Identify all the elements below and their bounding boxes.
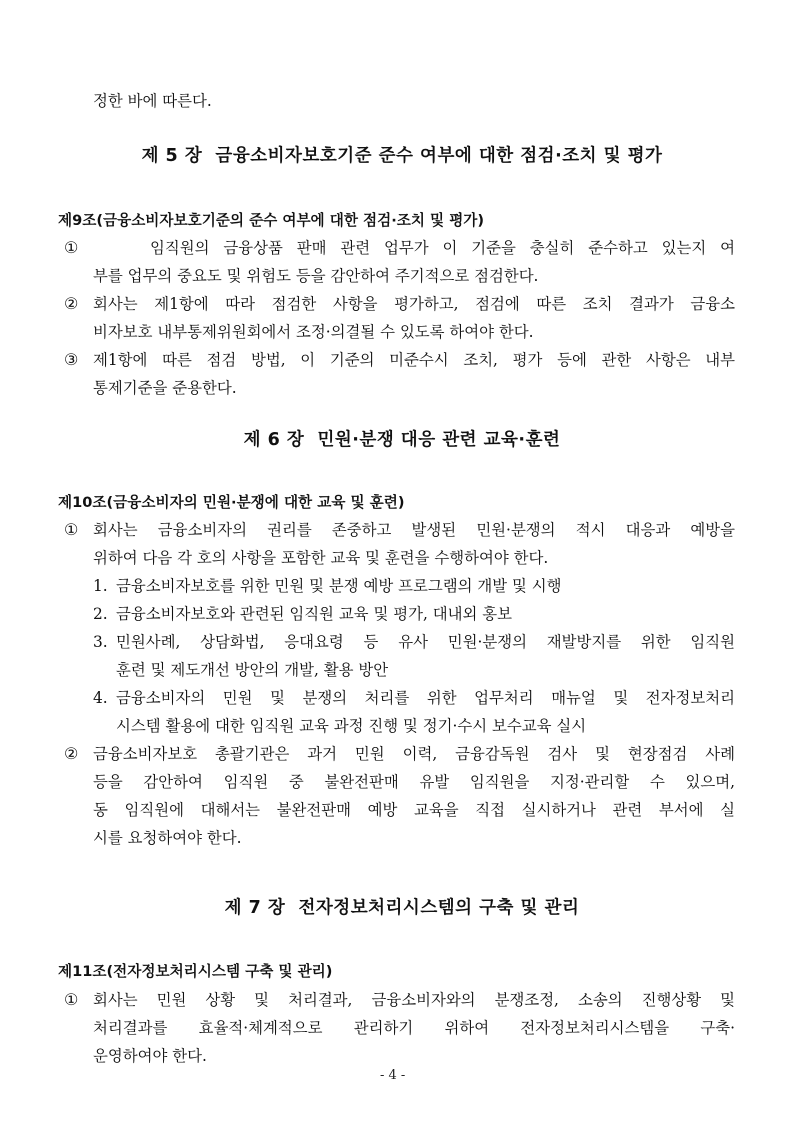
chapter-7-title: 제 7 장 전자정보처리시스템의 구축 및 관리 [224,898,580,918]
subitem-number: 4. [93,689,108,707]
item-line: 시를 요청하여야 한다. [93,829,242,847]
item-line: 회사는 민원 상황 및 처리결과, 금융소비자와의 분쟁조정, 소송의 진행상황 및 [93,991,735,1009]
item-line: 동 임직원에 대해서는 불완전판매 예방 교육을 직접 실시하거나 관련 부서에 실 [93,801,735,819]
chapter-6-title: 제 6 장 민원·분쟁 대응 관련 교육·훈련 [243,430,561,450]
subitem-line: 시스템 활용에 대한 임직원 교육 과정 진행 및 정기·수시 보수교육 실시 [116,717,587,735]
item-line: 회사는 제1항에 따라 점검한 사항을 평가하고, 점검에 따른 조치 결과가 금융소 [93,295,735,313]
subitem-line: 민원사례, 상담화법, 응대요령 등 유사 민원·분쟁의 재발방지를 위한 임직원 [116,633,735,651]
item-line: 등을 감안하여 임직원 중 불완전판매 유발 임직원을 지정·관리할 수 있으며, [93,773,735,791]
item-line: 제1항에 따른 점검 방법, 이 기준의 미준수시 조치, 평가 등에 관한 사항은 내부 [93,351,735,369]
item-line: 통제기준을 준용한다. [93,379,237,397]
item-line: 임직원의 금융상품 판매 관련 업무가 이 기준을 충실히 준수하고 있는지 여 [150,239,735,257]
item-marker: ① [64,990,79,1009]
item-line: 회사는 금융소비자의 권리를 존중하고 발생된 민원·분쟁의 적시 대응과 예방을 [93,521,735,539]
item-line: 위하여 다음 각 호의 사항을 포함한 교육 및 훈련을 수행하여야 한다. [93,549,549,567]
subitem-number: 2. [93,605,108,623]
item-line: 비자보호 내부통제위원회에서 조정·의결될 수 있도록 하여야 한다. [93,323,534,341]
item-marker: ② [64,294,79,313]
subitem-number: 1. [93,577,108,595]
article-11-heading: 제11조(전자정보처리시스템 구축 및 관리) [58,963,333,980]
item-marker: ② [64,744,79,763]
page-number: - 4 - [380,1068,406,1083]
item-marker: ① [64,520,79,539]
subitem-line: 금융소비자보호를 위한 민원 및 분쟁 예방 프로그램의 개발 및 시행 [116,577,562,595]
article-9-heading: 제9조(금융소비자보호기준의 준수 여부에 대한 점검·조치 및 평가) [58,212,485,229]
subitem-number: 3. [93,633,108,651]
subitem-line: 훈련 및 제도개선 방안의 개발, 활용 방안 [116,661,389,679]
item-marker: ③ [64,350,79,369]
item-line: 부를 업무의 중요도 및 위험도 등을 감안하여 주기적으로 점검한다. [93,267,539,285]
subitem-line: 금융소비자보호와 관련된 임직원 교육 및 평가, 대내외 홍보 [116,605,512,623]
subitem-line: 금융소비자의 민원 및 분쟁의 처리를 위한 업무처리 매뉴얼 및 전자정보처리 [116,689,735,707]
chapter-5-title: 제 5 장 금융소비자보호기준 준수 여부에 대한 점검·조치 및 평가 [141,146,663,166]
item-line: 처리결과를 효율적·체계적으로 관리하기 위하여 전자정보처리시스템을 구축· [93,1019,735,1037]
article-10-heading: 제10조(금융소비자의 민원·분쟁에 대한 교육 및 훈련) [58,494,405,511]
item-marker: ① [64,238,79,257]
item-line: 운영하여야 한다. [93,1047,207,1065]
intro-line: 정한 바에 따른다. [93,92,212,110]
item-line: 금융소비자보호 총괄기관은 과거 민원 이력, 금융감독원 검사 및 현장점검 사례 [93,745,735,763]
